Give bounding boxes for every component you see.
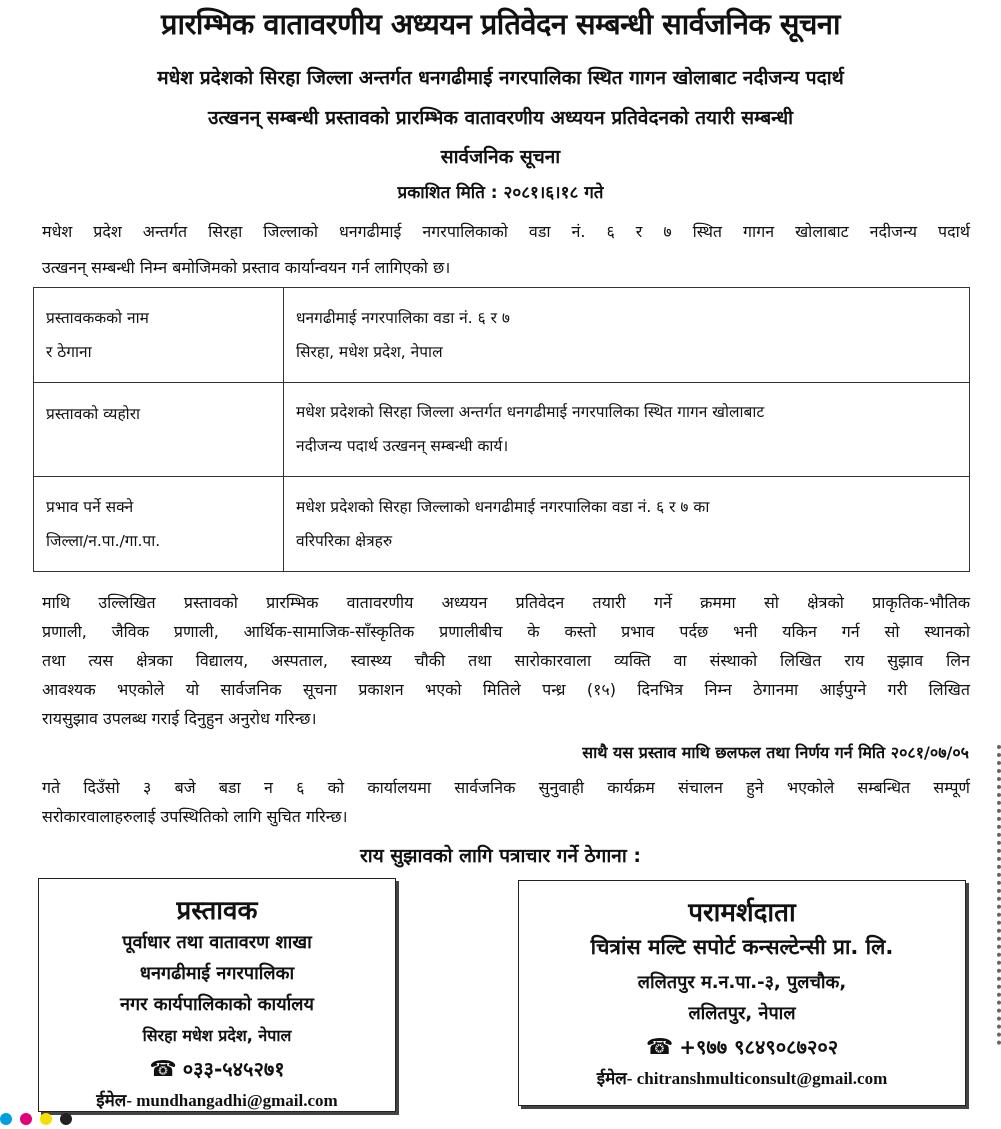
notice-subtitle-line3: सार्वजनिक सूचना — [440, 146, 561, 168]
value-text: सिरहा, मधेश प्रदेश, नेपाल — [296, 342, 443, 361]
published-date: प्रकाशित मिति : २०८१।६।१८ गते — [397, 183, 604, 203]
notice-subtitle-line2: उत्खनन् सम्बन्धी प्रस्तावको प्रारम्भिक वातावरणीय अध्ययन प्रतिवेदनको तयारी सम्बन्धी — [207, 107, 794, 129]
table-value-cell — [284, 477, 970, 572]
consultant-heading: परामर्शदाता — [688, 898, 796, 928]
table-key-cell — [34, 477, 284, 572]
intro-line: मधेश प्रदेश अन्तर्गत सिरहा जिल्लाको धनगढीमाई नगरपालिकाको वडा नं. ६ र ७ स्थित गागन खोलाबाट नदीजन्य पदार्थ — [42, 222, 970, 241]
proposer-line: नगर कार्यपालिकाको कार्यालय — [120, 994, 314, 1015]
cyan-registration-dot — [0, 1113, 12, 1125]
consultant-box — [518, 880, 966, 1106]
edge-dot-pattern — [991, 745, 1001, 1045]
table-key-cell — [34, 382, 284, 477]
telephone-icon: ☎ — [645, 1035, 674, 1060]
body-line: रायसुझाव उपलब्ध गराई दिनुहुन अनुरोध गरिन्छ। — [42, 709, 317, 728]
body-line: तथा त्यस क्षेत्रका विद्यालय, अस्पताल, स्वास्थ्य चौकी तथा सारोकारवाला व्यक्ति वा संस्थाको लिखित राय सुझाव लिन — [42, 651, 970, 670]
value-text: वरिपरिका क्षेत्रहरु — [296, 532, 393, 551]
value-text: धनगढीमाई नगरपालिका वडा नं. ६ र ७ — [296, 308, 510, 327]
proposer-box — [38, 878, 396, 1112]
body-line: माथि उल्लिखित प्रस्तावको प्रारम्भिक वातावरणीय अध्ययन प्रतिवेदन तयारी गर्ने क्रममा सो क्षेत्रको प्राकृतिक-भौतिक — [42, 593, 970, 612]
body-line: सरोकारवालाहरुलाई उपस्थितिको लागि सुचित गरिन्छ। — [42, 807, 348, 826]
body-line: प्रणाली, जैविक प्रणाली, आर्थिक-सामाजिक-साँस्कृतिक प्रणालीबीच के कस्तो प्रभाव पर्दछ भनी यकिन गर्न सो स्थानको — [42, 622, 970, 641]
hearing-date-line: साथै यस प्रस्ताव माथि छलफल तथा निर्णय गर्न मिति २०८१/०७/०५ — [582, 743, 969, 762]
hearing-paragraph — [42, 773, 970, 831]
intro-paragraph — [42, 214, 970, 286]
value-text: मधेश प्रदेशको सिरहा जिल्ला अन्तर्गत धनगढीमाई नगरपालिका स्थित गागन खोलाबाट — [296, 403, 765, 422]
table-value-cell — [284, 288, 970, 383]
key-text: जिल्ला/न.पा./गा.पा. — [46, 532, 161, 551]
proposer-line: पूर्वाधार तथा वातावरण शाखा — [122, 932, 312, 953]
correspondence-heading: राय सुझावको लागि पत्राचार गर्ने ठेगाना : — [360, 845, 641, 867]
registration-marks — [0, 1110, 75, 1129]
key-text: प्रभाव पर्ने सक्ने — [46, 498, 134, 517]
table-key-cell — [34, 288, 284, 383]
telephone-icon: ☎ — [149, 1057, 177, 1082]
magenta-registration-dot — [20, 1113, 32, 1125]
key-text: र ठेगाना — [46, 342, 92, 361]
key-text: प्रस्तावको व्यहोरा — [46, 404, 141, 423]
proposer-line: धनगढीमाई नगरपालिका — [139, 963, 295, 984]
value-text: नदीजन्य पदार्थ उत्खनन् सम्बन्धी कार्य। — [296, 437, 509, 456]
body-line: आवश्यक भएकोले यो सार्वजनिक सूचना प्रकाशन भएको मितिले पन्ध्र (१५) दिनभित्र निम्न ठेगानमा आईपुग्ने गरी लिखित — [42, 680, 970, 699]
key-text: प्रस्तावककको नाम — [46, 308, 149, 327]
value-text: मधेश प्रदेशको सिरहा जिल्लाको धनगढीमाई नगरपालिका वडा नं. ६ र ७ का — [296, 498, 710, 517]
table-row — [34, 477, 970, 572]
consultant-line: ललितपुर म.न.पा.-३, पुलचौक, — [637, 972, 847, 993]
table-row — [34, 288, 970, 383]
notice-title: प्रारम्भिक वातावरणीय अध्ययन प्रतिवेदन सम्बन्धी सार्वजनिक सूचना — [161, 7, 840, 41]
body-paragraph — [42, 588, 970, 733]
body-line: गते दिउँसो ३ बजे बडा न ६ को कार्यालयमा सार्वजनिक सुनुवाही कार्यक्रम संचालन हुने भएकोले सम्बन्धित सम्पूर्ण — [42, 778, 970, 797]
phone-number: +९७७ ९८४९०८७२०२ — [679, 1035, 839, 1059]
black-registration-dot — [60, 1113, 72, 1125]
consultant-line: ललितपुर, नेपाल — [688, 1003, 796, 1024]
table-value-cell — [284, 382, 970, 477]
proposer-phone — [39, 1055, 395, 1082]
proposer-line: सिरहा मधेश प्रदेश, नेपाल — [142, 1026, 292, 1045]
notice-subtitle-line1: मधेश प्रदेशको सिरहा जिल्ला अन्तर्गत धनगढीमाई नगरपालिका स्थित गागन खोलाबाट नदीजन्य पदार्थ — [157, 67, 844, 89]
proposer-heading: प्रस्तावक — [176, 896, 258, 926]
proposer-email: ईमेल- mundhangadhi@gmail.com — [96, 1091, 338, 1110]
intro-line: उत्खनन् सम्बन्धी निम्न बमोजिमको प्रस्ताव कार्यान्वयन गर्न लागिएको छ। — [42, 258, 451, 277]
consultant-name: चित्रांस मल्टि सपोर्ट कन्सल्टेन्सी प्रा. लि. — [590, 935, 894, 959]
consultant-phone — [519, 1033, 965, 1060]
table-row — [34, 382, 970, 477]
yellow-registration-dot — [40, 1113, 52, 1125]
proposal-info-table — [33, 287, 970, 572]
consultant-email: ईमेल- chitranshmulticonsult@gmail.com — [596, 1069, 888, 1088]
phone-number: ०३३-५४५२७१ — [182, 1057, 285, 1081]
